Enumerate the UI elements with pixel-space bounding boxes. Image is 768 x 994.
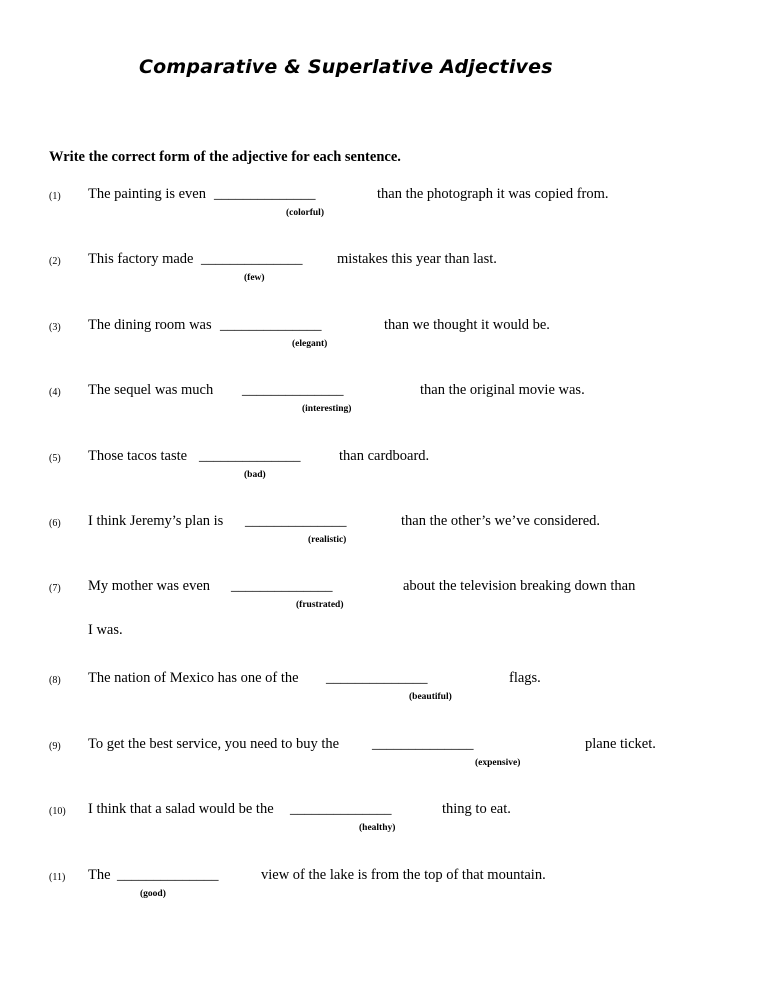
adjective-hint: (elegant) [292, 339, 328, 349]
question-number: (10) [49, 806, 66, 817]
question-11 [0, 867, 768, 907]
sentence-start: I think Jeremy’s plan is [88, 513, 224, 529]
question-1 [0, 186, 768, 226]
question-5 [0, 448, 768, 488]
answer-blank[interactable]: ______________ [242, 382, 344, 398]
adjective-hint: (few) [244, 273, 265, 283]
adjective-hint: (beautiful) [409, 692, 452, 702]
sentence-end: thing to eat. [442, 801, 511, 817]
answer-blank[interactable]: ______________ [220, 317, 322, 333]
page-title: Comparative & Superlative Adjectives [139, 56, 553, 78]
sentence-start: Those tacos taste [88, 448, 188, 464]
answer-blank[interactable]: ______________ [201, 251, 303, 267]
sentence-start: My mother was even [88, 578, 211, 594]
question-10 [0, 801, 768, 841]
adjective-hint: (expensive) [475, 758, 521, 768]
question-number: (8) [49, 675, 61, 686]
sentence-end: than the other’s we’ve considered. [401, 513, 601, 529]
sentence-end: about the television breaking down than [403, 578, 636, 594]
question-4 [0, 382, 768, 422]
question-8 [0, 670, 768, 710]
sentence-end: plane ticket. [585, 736, 656, 752]
answer-blank[interactable]: ______________ [199, 448, 301, 464]
sentence-end: view of the lake is from the top of that mountain. [261, 867, 546, 883]
question-7-continuation: I was. [88, 622, 123, 638]
question-2 [0, 251, 768, 291]
answer-blank[interactable]: ______________ [290, 801, 392, 817]
sentence-end: than the original movie was. [420, 382, 585, 398]
question-number: (6) [49, 518, 61, 529]
sentence-start: The [88, 867, 111, 883]
sentence-start: This factory made [88, 251, 194, 267]
question-7 [0, 578, 768, 618]
adjective-hint: (frustrated) [296, 600, 344, 610]
answer-blank[interactable]: ______________ [117, 867, 219, 883]
question-number: (4) [49, 387, 61, 398]
sentence-end: mistakes this year than last. [337, 251, 497, 267]
adjective-hint: (realistic) [308, 535, 347, 545]
sentence-end: than the photograph it was copied from. [377, 186, 609, 202]
answer-blank[interactable]: ______________ [245, 513, 347, 529]
sentence-start: I think that a salad would be the [88, 801, 274, 817]
question-3 [0, 317, 768, 357]
question-6 [0, 513, 768, 553]
instructions: Write the correct form of the adjective for each sentence. [49, 149, 401, 165]
question-number: (2) [49, 256, 61, 267]
sentence-start: The sequel was much [88, 382, 214, 398]
sentence-start: The dining room was [88, 317, 212, 333]
sentence-start: The nation of Mexico has one of the [88, 670, 299, 686]
sentence-start: To get the best service, you need to buy the [88, 736, 340, 752]
adjective-hint: (colorful) [286, 208, 324, 218]
adjective-hint: (good) [140, 889, 166, 899]
question-number: (3) [49, 322, 61, 333]
question-number: (7) [49, 583, 61, 594]
answer-blank[interactable]: ______________ [214, 186, 316, 202]
answer-blank[interactable]: ______________ [231, 578, 333, 594]
question-number: (11) [49, 872, 66, 883]
answer-blank[interactable]: ______________ [372, 736, 474, 752]
sentence-end: than we thought it would be. [384, 317, 550, 333]
adjective-hint: (healthy) [359, 823, 396, 833]
sentence-start: The painting is even [88, 186, 206, 202]
sentence-end: than cardboard. [339, 448, 430, 464]
question-number: (5) [49, 453, 61, 464]
question-9 [0, 736, 768, 776]
question-number: (9) [49, 741, 61, 752]
sentence-end: flags. [509, 670, 541, 686]
adjective-hint: (interesting) [302, 404, 352, 414]
adjective-hint: (bad) [244, 470, 266, 480]
answer-blank[interactable]: ______________ [326, 670, 428, 686]
question-number: (1) [49, 191, 61, 202]
